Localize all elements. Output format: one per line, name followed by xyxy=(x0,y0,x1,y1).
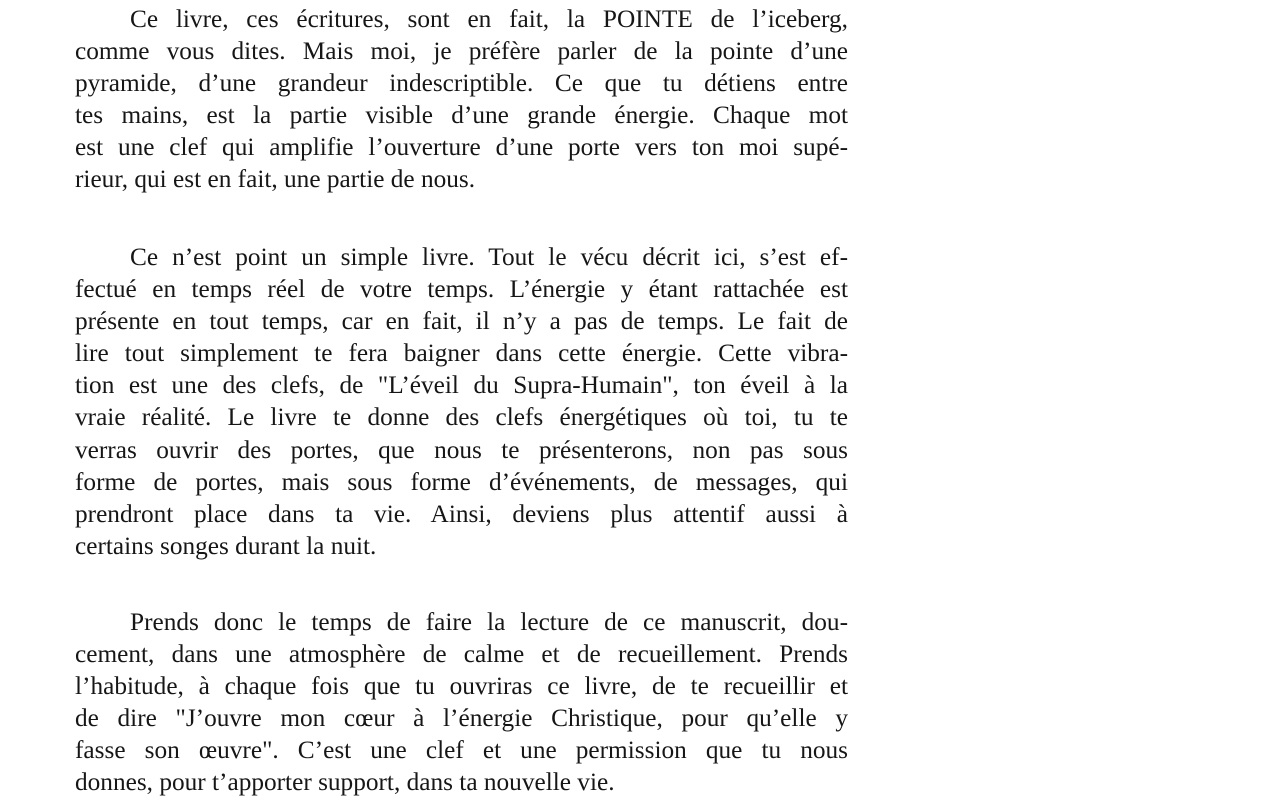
paragraph-line: certains songes durant la nuit. xyxy=(75,531,377,560)
paragraph-line: Ce livre, ces écritures, sont en fait, la POINTE de l’iceberg, xyxy=(130,5,848,33)
paragraph-line: est une clef qui amplifie l’ouverture d’une porte vers ton moi supé- xyxy=(75,133,848,162)
paragraph-line: rieur, qui est en fait, une partie de nous. xyxy=(75,165,476,194)
paragraph-line: tion est une des clefs, de "L’éveil du Supra-Humain", ton éveil à la xyxy=(75,371,848,400)
paragraph-line: fectué en temps réel de votre temps. L’énergie y étant rattachée est xyxy=(75,275,848,304)
paragraph-line: pyramide, d’une grandeur indescriptible. Ce que tu détiens entre xyxy=(75,69,848,98)
paragraph-line: prendront place dans ta vie. Ainsi, deviens plus attentif aussi à xyxy=(75,499,848,528)
paragraph-line: fasse son œuvre". C’est une clef et une permission que tu nous xyxy=(75,736,848,765)
paragraph-line: l’habitude, à chaque fois que tu ouvriras ce livre, de te recueillir et xyxy=(75,672,848,701)
paragraph-line: forme de portes, mais sous forme d’événements, de messages, qui xyxy=(75,467,848,496)
paragraph-line: donnes, pour t’apporter support, dans ta nouvelle vie. xyxy=(75,768,615,797)
paragraph-line: cement, dans une atmosphère de calme et de recueillement. Prends xyxy=(75,640,848,669)
paragraph-line: Ce n’est point un simple livre. Tout le vécu décrit ici, s’est ef- xyxy=(130,243,848,271)
paragraph-line: comme vous dites. Mais moi, je préfère parler de la pointe d’une xyxy=(75,37,848,66)
paragraph-line: lire tout simplement te fera baigner dans cette énergie. Cette vibra- xyxy=(75,339,848,368)
paragraph-1 xyxy=(75,3,848,196)
paragraph-line: verras ouvrir des portes, que nous te présenterons, non pas sous xyxy=(75,435,848,464)
paragraph-line: vraie réalité. Le livre te donne des clefs énergétiques où toi, tu te xyxy=(75,403,848,432)
paragraph-3 xyxy=(75,606,848,799)
paragraph-2 xyxy=(75,241,848,562)
paragraph-line: tes mains, est la partie visible d’une grande énergie. Chaque mot xyxy=(75,101,848,130)
paragraph-line: de dire "J’ouvre mon cœur à l’énergie Christique, pour qu’elle y xyxy=(75,704,848,733)
paragraph-line: présente en tout temps, car en fait, il n’y a pas de temps. Le fait de xyxy=(75,307,848,336)
paragraph-line: Prends donc le temps de faire la lecture de ce manuscrit, dou- xyxy=(130,608,848,636)
